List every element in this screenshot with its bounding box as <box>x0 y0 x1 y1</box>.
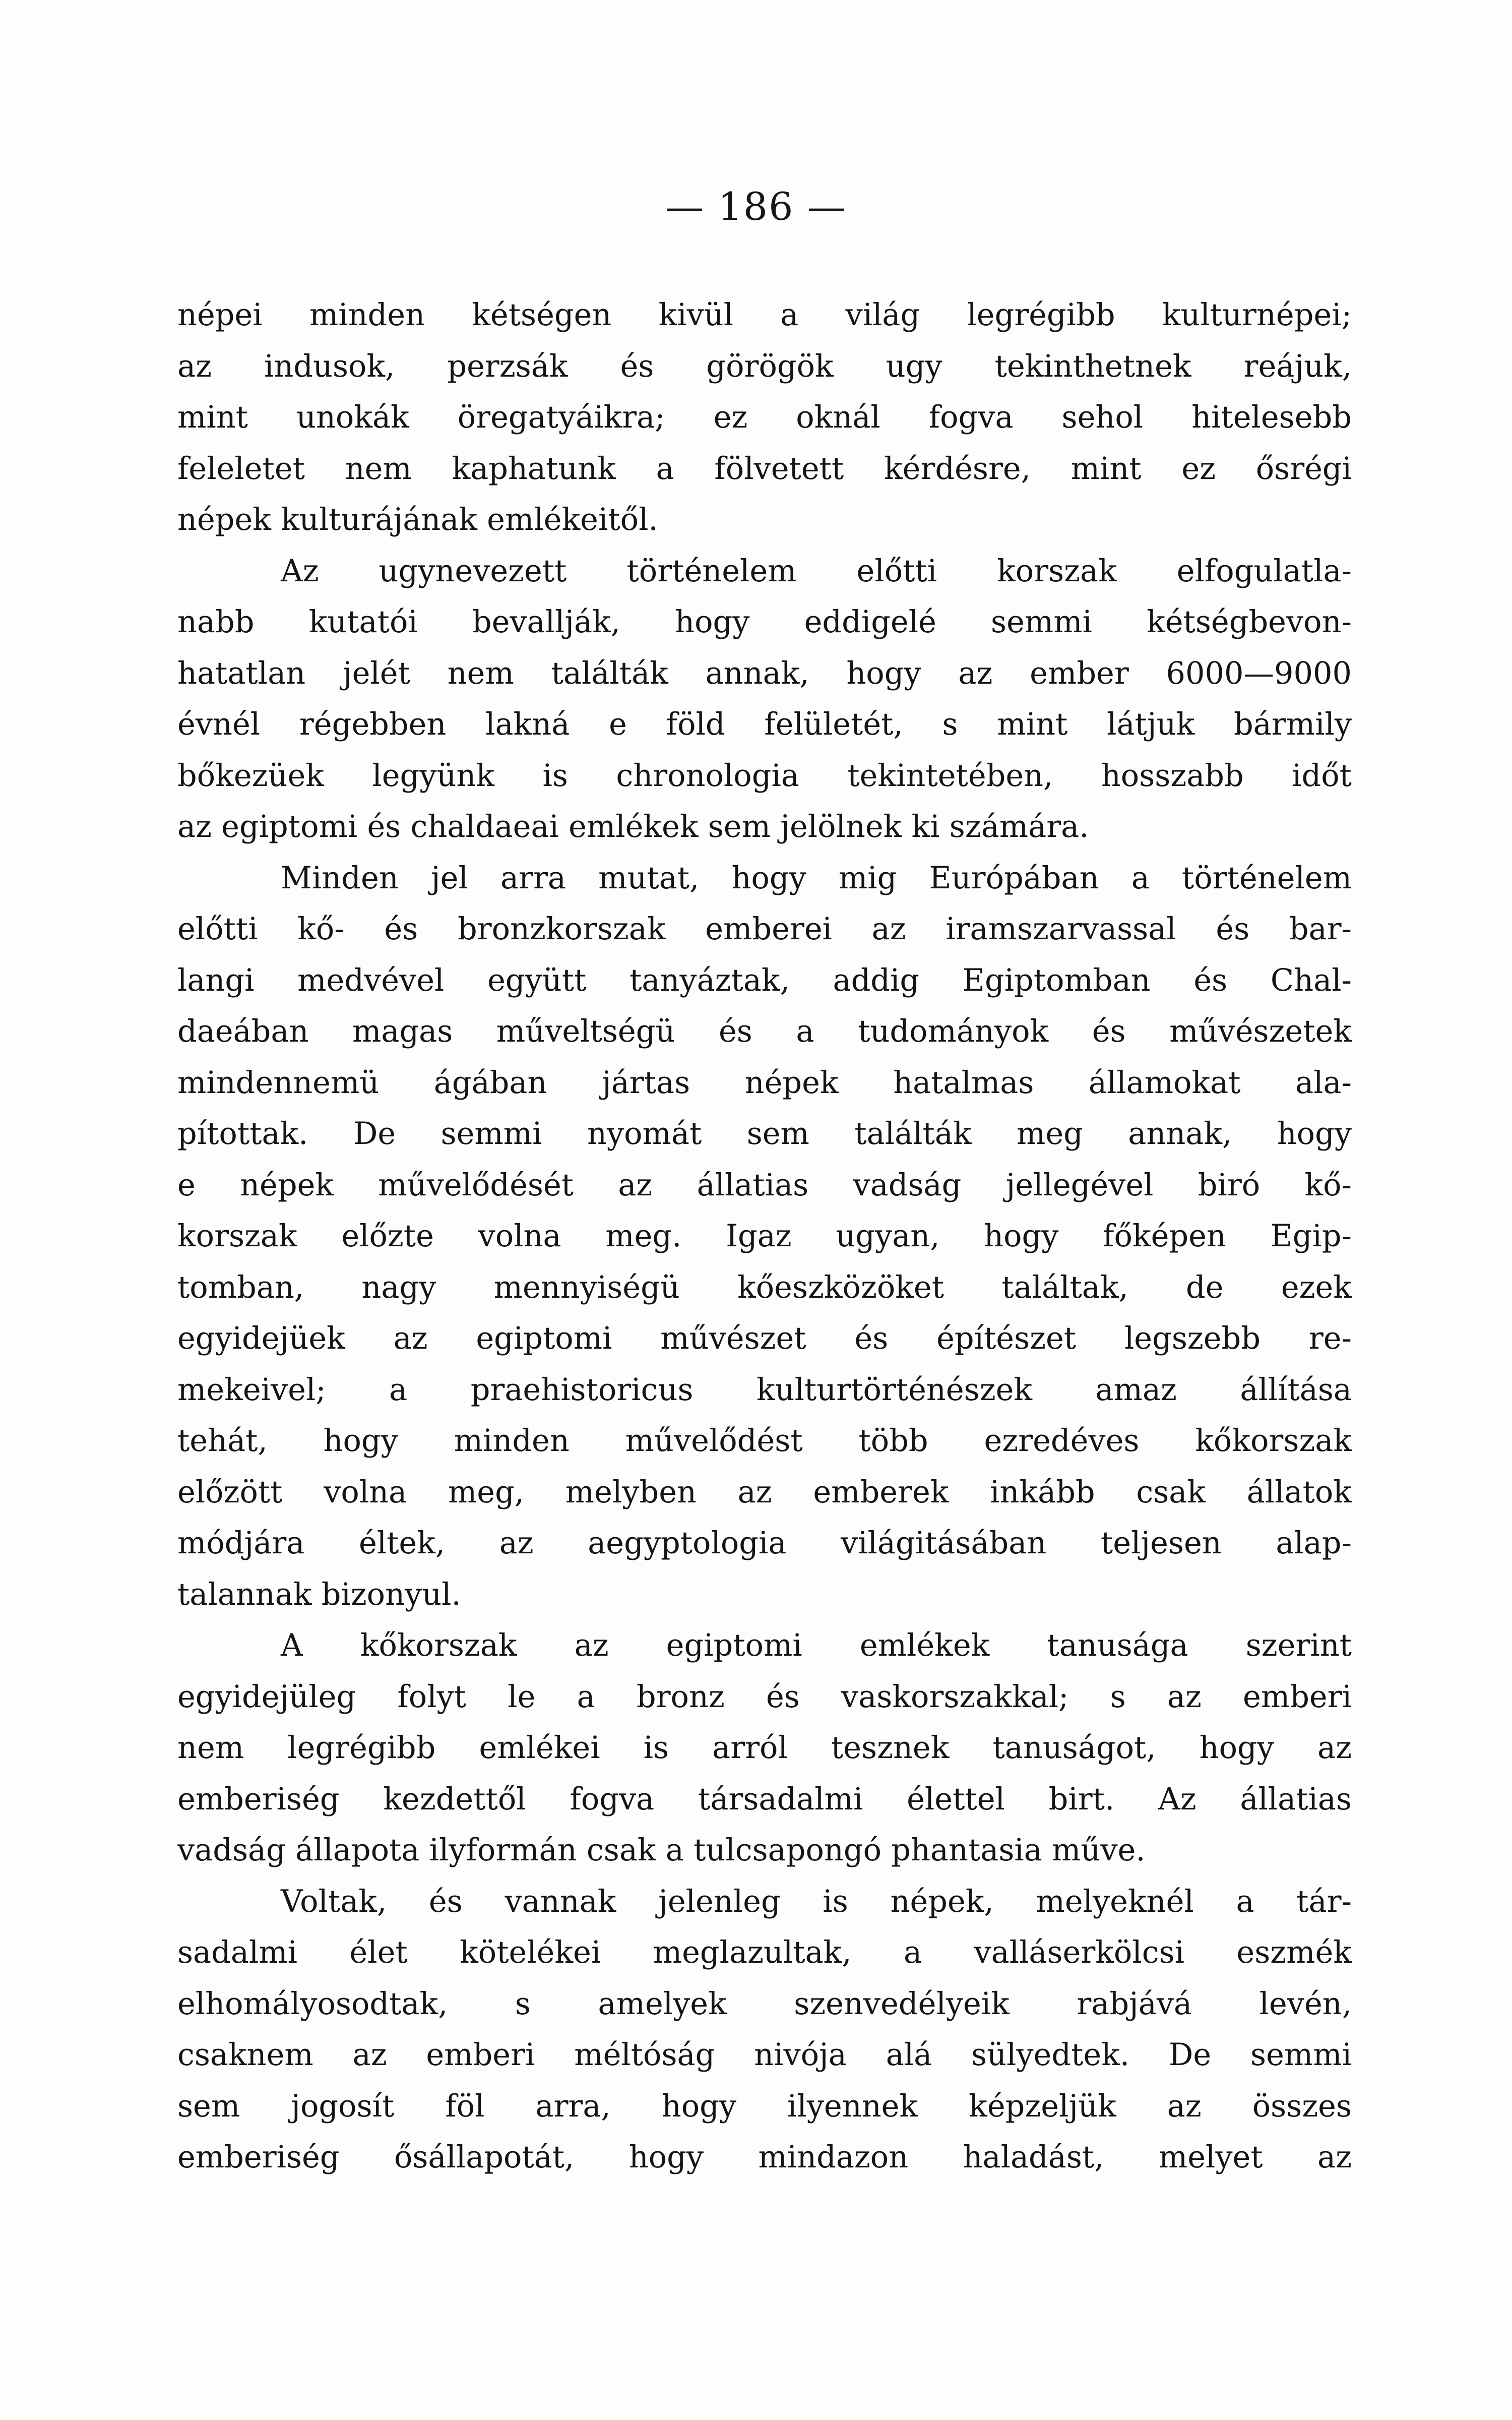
paragraph-first-line: A kőkorszak az egiptomi emlékek tanusága szerint <box>281 1628 1352 1663</box>
text-line: nabb kutatói bevallják, hogy eddigelé semmi kétségbevon- <box>177 604 1352 640</box>
text-line: elhomályosodtak, s amelyek szenvedélyeik rabjává levén, <box>177 1986 1352 2022</box>
text-line: daeában magas műveltségü és a tudományok és művészetek <box>177 1014 1352 1049</box>
text-line: sem jogosít föl arra, hogy ilyennek képzeljük az összes <box>177 2088 1352 2124</box>
text-line: mint unokák öregatyáikra; ez oknál fogva sehol hitelesebb <box>177 400 1352 435</box>
text-line: csaknem az emberi méltóság nivója alá sülyedtek. De semmi <box>177 2037 1352 2073</box>
text-line: bőkezüek legyünk is chronologia tekintetében, hosszabb időt <box>177 758 1352 794</box>
text-line: előtti kő- és bronzkorszak emberei az iramszarvassal és bar- <box>177 912 1352 947</box>
text-line: hatatlan jelét nem találták annak, hogy az ember 6000—9000 <box>177 655 1352 691</box>
text-line: e népek művelődését az állatias vadság jellegével biró kő- <box>177 1167 1352 1203</box>
text-line: sadalmi élet kötelékei meglazultak, a valláserkölcsi eszmék <box>177 1935 1352 1970</box>
paragraph-first-line: Voltak, és vannak jelenleg is népek, melyeknél a tár- <box>281 1884 1352 1919</box>
text-line: előzött volna meg, melyben az emberek inkább csak állatok <box>177 1474 1352 1510</box>
text-line: korszak előzte volna meg. Igaz ugyan, hogy főképen Egip- <box>177 1219 1352 1254</box>
paragraph-first-line: Minden jel arra mutat, hogy mig Európában a történelem <box>281 860 1352 896</box>
text-line: évnél régebben lakná e föld felületét, s mint látjuk bármily <box>177 707 1352 742</box>
paragraph-first-line: Az ugynevezett történelem előtti korszak elfogulatla- <box>281 553 1352 589</box>
text-line: talannak bizonyul. <box>177 1577 461 1612</box>
text-line: vadság állapota ilyformán csak a tulcsapongó phantasia műve. <box>177 1833 1146 1868</box>
text-line: módjára éltek, az aegyptologia világitásában teljesen alap- <box>177 1526 1352 1561</box>
text-line: tehát, hogy minden művelődést több ezredéves kőkorszak <box>177 1423 1352 1459</box>
text-line: népek kulturájának emlékeitől. <box>177 502 658 537</box>
text-line: emberiség kezdettől fogva társadalmi élettel birt. Az állatias <box>177 1781 1352 1817</box>
text-line: egyidejüleg folyt le a bronz és vaskorszakkal; s az emberi <box>177 1679 1352 1715</box>
body-text <box>177 290 1352 2184</box>
page-number: — 186 — <box>665 184 847 229</box>
text-line: egyidejüek az egiptomi művészet és építészet legszebb re- <box>177 1321 1352 1356</box>
text-line: emberiség ősállapotát, hogy mindazon haladást, melyet az <box>177 2140 1352 2175</box>
text-line: feleletet nem kaphatunk a fölvetett kérdésre, mint ez ősrégi <box>177 451 1352 487</box>
text-line: nem legrégibb emlékei is arról tesznek tanuságot, hogy az <box>177 1730 1352 1766</box>
text-line: az egiptomi és chaldaeai emlékek sem jelölnek ki számára. <box>177 809 1089 844</box>
text-line: népei minden kétségen kivül a világ legrégibb kulturnépei; <box>177 297 1352 333</box>
text-line: az indusok, perzsák és görögök ugy tekinthetnek reájuk, <box>177 348 1352 384</box>
text-line: mindennemü ágában jártas népek hatalmas államokat ala- <box>177 1065 1352 1101</box>
text-line: mekeivel; a praehistoricus kulturtörténészek amaz állítása <box>177 1372 1352 1408</box>
text-line: tomban, nagy mennyiségü kőeszközöket találtak, de ezek <box>177 1269 1352 1305</box>
text-line: pítottak. De semmi nyomát sem találták meg annak, hogy <box>177 1116 1352 1152</box>
text-line: langi medvével együtt tanyáztak, addig Egiptomban és Chal- <box>177 962 1352 998</box>
